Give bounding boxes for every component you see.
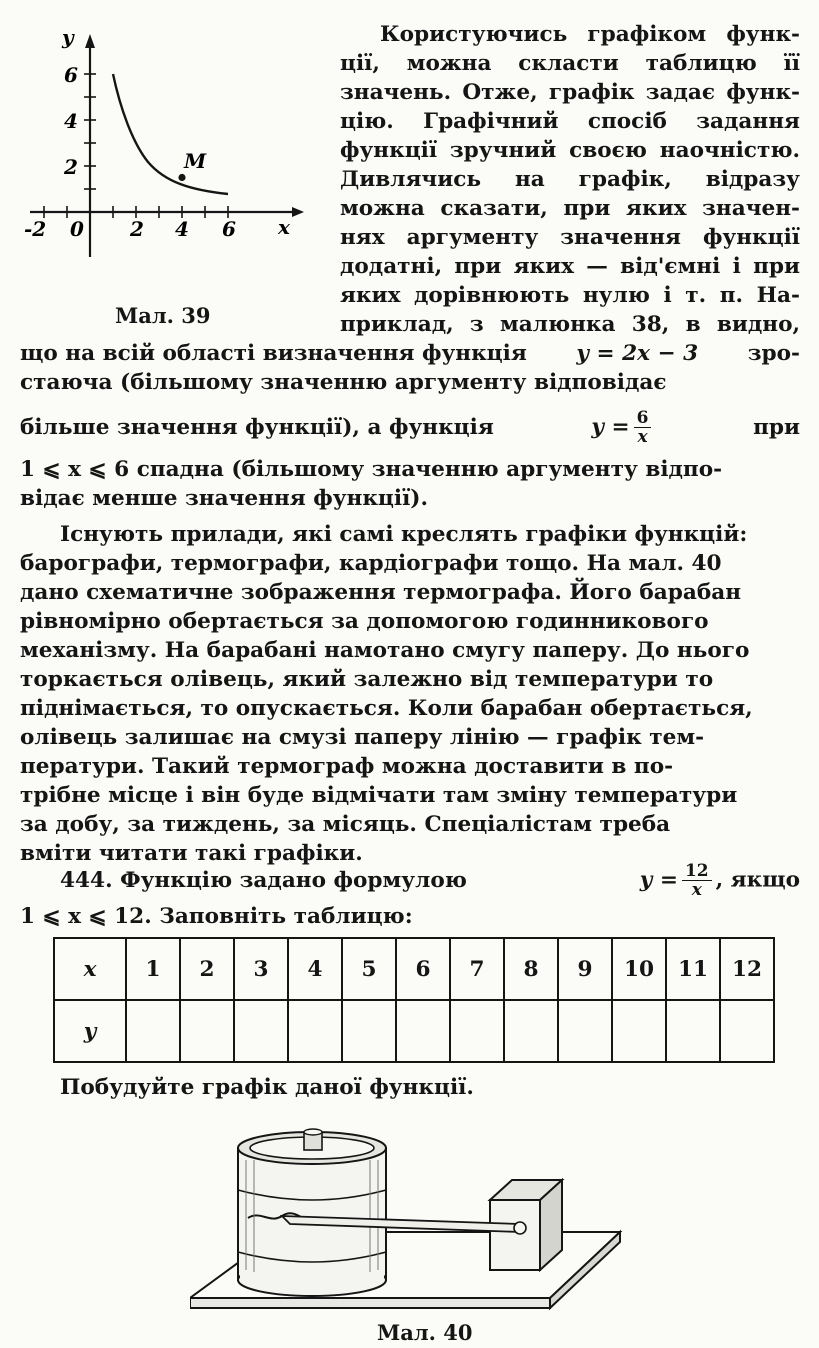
- table-cell-y: [180, 1000, 234, 1062]
- text-line: цію. Графічний спосіб задання: [340, 109, 800, 134]
- table-cell-x: 12: [720, 938, 774, 1000]
- fraction: [634, 409, 652, 446]
- table-cell-y: [396, 1000, 450, 1062]
- table-header-y: y: [54, 1000, 126, 1062]
- task-number: 444.: [60, 867, 113, 893]
- table-cell-x: 2: [180, 938, 234, 1000]
- table-cell-x: 1: [126, 938, 180, 1000]
- table-cell-y: [342, 1000, 396, 1062]
- text-line: ції, можна скласти таблицю її: [340, 51, 800, 76]
- x-tick-neg2: -2: [24, 217, 47, 241]
- text-line: торкається олівець, який залежно від температури то: [20, 667, 714, 692]
- sensor-box-front: [490, 1200, 540, 1270]
- table-cell-y: [666, 1000, 720, 1062]
- table-cell-x: 5: [342, 938, 396, 1000]
- x-axis-label: x: [278, 215, 290, 239]
- text-line: ператури. Такий термограф можна доставити в по-: [20, 754, 674, 779]
- text-line: [20, 858, 800, 902]
- figure-39-caption: Мал. 39: [115, 303, 211, 328]
- text-segment: більше значення функції), а функція: [20, 414, 494, 440]
- point-m: [178, 174, 185, 181]
- figure-40-caption: Мал. 40: [377, 1320, 473, 1345]
- text-line: рівномірно обертається за допомогою годинникового: [20, 609, 709, 634]
- x-tick-6: 6: [222, 217, 236, 241]
- pen-pivot: [514, 1222, 526, 1234]
- text-segment: , якщо: [715, 867, 800, 892]
- text-segment: стаюча (більшому значенню аргументу відповідає: [20, 370, 667, 395]
- text-line: функції зручний своєю наочністю.: [340, 138, 800, 163]
- text-line: додатні, при яких — від'ємні і при: [340, 254, 800, 279]
- table-cell-y: [612, 1000, 666, 1062]
- table-row-y: [54, 1000, 774, 1062]
- y-axis-arrow: [85, 34, 95, 48]
- table-cell-x: 8: [504, 938, 558, 1000]
- text-line: за добу, за тиждень, за місяць. Спеціалістам треба: [20, 812, 671, 837]
- base-plate-edge: [190, 1298, 550, 1308]
- text-line: приклад, з малюнка 38, в видно,: [340, 312, 800, 337]
- paragraph-2: [20, 520, 800, 868]
- table-header-x: x: [54, 938, 126, 1000]
- text-line: нях аргументу значення функції: [340, 225, 800, 250]
- figure-40-thermograph: [190, 1120, 630, 1325]
- text-line: 1 ⩽ x ⩽ 12. Заповніть таблицю:: [20, 904, 413, 929]
- y-tick-6: 6: [64, 63, 78, 87]
- text-line: піднімається, то опускається. Коли барабан обертається,: [20, 696, 753, 721]
- text-line: [20, 455, 800, 484]
- table-cell-x: 6: [396, 938, 450, 1000]
- figure-39-graph: [20, 22, 320, 272]
- text-line: яких дорівнюють нулю і т. п. На-: [340, 283, 800, 308]
- table-cell-y: [450, 1000, 504, 1062]
- text-segment: 1 ⩽ x ⩽ 6 спадна (більшому значенню аргументу відпо-: [20, 457, 723, 482]
- text-segment: при: [753, 414, 800, 440]
- x-tick-2: 2: [130, 217, 144, 241]
- formula-6-over-x: [591, 409, 655, 446]
- text-line: трібне місце і він буде відмічати там зміну температури: [20, 783, 738, 808]
- side-paragraph: [340, 20, 800, 339]
- table-cell-y: [504, 1000, 558, 1062]
- paragraph-1: [20, 339, 800, 513]
- table-cell-x: 3: [234, 938, 288, 1000]
- text-line: [20, 405, 800, 449]
- table-cell-x: 11: [666, 938, 720, 1000]
- fraction-denominator: x: [637, 426, 648, 447]
- x-tick-0: 0: [70, 217, 84, 241]
- text-line: Існують прилади, які самі креслять графіки функцій:: [60, 522, 748, 547]
- text-line: Дивлячись на графік, відразу: [340, 167, 800, 192]
- text-line: олівець залишає на смузі паперу лінію — графік тем-: [20, 725, 705, 750]
- table-cell-x: 9: [558, 938, 612, 1000]
- text-segment: Функцію задано формулою: [120, 867, 467, 893]
- text-line: барографи, термографи, кардіографи тощо. На мал. 40: [20, 551, 722, 576]
- table-cell-y: [126, 1000, 180, 1062]
- formula-y: y =: [639, 867, 678, 892]
- fraction-numerator: 6: [634, 409, 652, 428]
- table-cell-y: [234, 1000, 288, 1062]
- formula-y: y =: [591, 414, 630, 439]
- text-segment: зро-: [747, 341, 800, 366]
- text-line: Побудуйте графік даної функції.: [60, 1075, 474, 1100]
- fraction-denominator: x: [691, 879, 702, 900]
- table-cell-x: 4: [288, 938, 342, 1000]
- text-line: вміти читати такі графіки.: [20, 841, 363, 866]
- table-row-x: [54, 938, 774, 1000]
- task-instruction: [20, 1073, 800, 1102]
- text-segment: що на всій області визначення функція: [20, 341, 527, 366]
- text-line: [20, 339, 800, 368]
- x-axis-arrow: [292, 207, 304, 217]
- text-line: значень. Отже, графік задає функ-: [340, 80, 800, 105]
- point-m-label: M: [184, 149, 207, 173]
- y-tick-4: 4: [64, 109, 78, 133]
- table-cell-y: [288, 1000, 342, 1062]
- text-line: можна сказати, при яких значен-: [340, 196, 800, 221]
- y-tick-2: 2: [64, 155, 78, 179]
- x-tick-4: 4: [175, 217, 189, 241]
- table-cell-y: [558, 1000, 612, 1062]
- table-cell-x: 7: [450, 938, 504, 1000]
- formula-12-over-x: [640, 862, 800, 899]
- task-444: [20, 858, 800, 931]
- fraction: [682, 862, 712, 899]
- table-cell-y: [720, 1000, 774, 1062]
- text-line: механізму. На барабані намотано смугу паперу. До нього: [20, 638, 750, 663]
- text-line: [20, 368, 800, 397]
- y-axis-label: y: [62, 25, 74, 49]
- text-line: відає менше значення функції).: [20, 486, 429, 511]
- task-number-and-text: [60, 866, 467, 895]
- function-curve: [113, 74, 228, 194]
- text-line: дано схематичне зображення термографа. Його барабан: [20, 580, 742, 605]
- table-cell-x: 10: [612, 938, 666, 1000]
- values-table: [53, 937, 775, 1063]
- fraction-numerator: 12: [682, 862, 712, 881]
- text-line: Користуючись графіком функ-: [380, 22, 800, 47]
- formula-linear: y = 2x − 3: [576, 341, 699, 366]
